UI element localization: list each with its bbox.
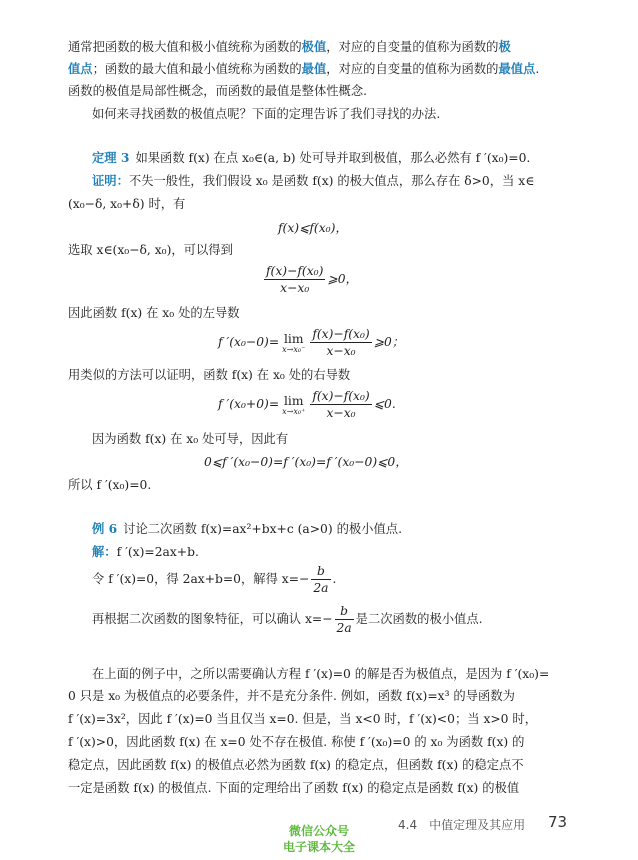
limit: lim x→x₀⁻: [282, 331, 306, 354]
text: ，对应的自变量的值称为函数的: [326, 62, 499, 76]
proof-line5: 用类似的方法可以证明，函数 f(x) 在 x₀ 处的右导数: [68, 368, 351, 382]
example-6: [92, 520, 402, 538]
proof-line6: 因为函数 f(x) 在 x₀ 处可导，因此有: [92, 432, 289, 446]
proof-line2: (x₀−δ, x₀+δ) 时，有: [68, 197, 186, 211]
solution-label: 解：: [92, 544, 117, 559]
para1-line2: [68, 60, 539, 78]
term-extremum-point-part2: 值点: [68, 61, 93, 76]
text: .: [535, 62, 540, 76]
fraction: $\frac{\text{f(x)−f(x₀)}}{\text{x−x₀}}$: [312, 327, 370, 358]
text: ，对应的自变量的值称为函数的: [326, 40, 499, 54]
section-title: 4.4 中值定理及其应用: [398, 818, 526, 832]
proof-label: 证明：: [92, 173, 129, 188]
para2-line1: 在上面的例子中，之所以需要确认方程 f ′(x)=0 的解是否为极值点，是因为 f ′(x₀)=: [92, 667, 550, 681]
term-extremum: 极值: [301, 39, 327, 54]
para2-line6: 一定是函数 f(x) 的极值点. 下面的定理给出了函数 f(x) 的稳定点是函数 f(x) 的极值: [68, 781, 520, 795]
proof-line7: 所以 f ′(x₀)=0.: [68, 478, 152, 492]
example-label: 例 6: [92, 521, 118, 536]
proof-line4: 因此函数 f(x) 在 x₀ 处的左导数: [68, 306, 240, 320]
term-optimum-point: 最值点: [498, 61, 536, 76]
para2-line3: f ′(x)=3x²，因此 f ′(x)=0 当且仅当 x=0. 但是，当 x<0 时，f ′(x)<0；当 x>0 时，: [68, 712, 538, 726]
para2-line2: 0 只是 x₀ 为极值点的必要条件，并不是充分条件. 例如，函数 f(x)=x³ 的导函数为: [68, 689, 515, 703]
theorem-3: [92, 149, 530, 167]
text: ；函数的最大值和最小值统称为函数的: [92, 62, 302, 76]
text: 不失一般性，我们假设 x₀ 是函数 f(x) 的极大值点，那么存在 δ>0，当 x∈: [128, 174, 535, 188]
watermark-line2: 电子课本大全: [282, 840, 355, 854]
fraction: $\frac{b}{2a}$: [336, 604, 352, 635]
equation-1: f(x)⩽f(x₀)，: [278, 221, 348, 235]
limit: lim x→x₀⁺: [282, 393, 306, 416]
solution-line2: 令 f ′(x)=0，得 2ax+b=0，解得 x=− $\frac{b}{2a}$ .: [92, 564, 337, 595]
equation-3: f ′(x₀−0)= lim x→x₀⁻ $\frac{\text{f(x)−f(x₀)}}{\text{x−x₀}}$ ⩾0；: [218, 327, 405, 358]
term-extremum-point-part1: 极: [498, 39, 511, 54]
fraction: $\frac{\text{f(x)−f(x₀)}}{\text{x−x₀}}$: [312, 389, 370, 420]
equation-5: 0⩽f ′(x₀−0)=f ′(x₀)=f ′(x₀−0)⩽0，: [204, 455, 408, 469]
para1-line1: [68, 38, 511, 56]
fraction: $\frac{\text{f(x)−f(x₀)}}{\text{x−x₀}}$: [266, 264, 324, 295]
solution-line1: [92, 543, 199, 561]
term-optimum: 最值: [301, 61, 327, 76]
para1-line4: 如何来寻找函数的极值点呢？下面的定理告诉了我们寻找的办法.: [92, 107, 441, 121]
watermark-line1: 微信公众号: [288, 824, 349, 838]
text: f ′(x)=2ax+b.: [116, 545, 199, 559]
para2-line5: 稳定点，因此函数 f(x) 的极值点必然为函数 f(x) 的稳定点，但函数 f(x) 的稳定点不: [68, 758, 524, 772]
example-text: 讨论二次函数 f(x)=ax²+bx+c (a>0) 的极小值点.: [123, 522, 402, 536]
theorem-text: 如果函数 f(x) 在点 x₀∈(a, b) 处可导并取到极值，那么必然有 f ′(x₀)=0.: [135, 151, 531, 165]
equation-4: f ′(x₀+0)= lim x→x₀⁺ $\frac{\text{f(x)−f(x₀)}}{\text{x−x₀}}$ ⩽0.: [218, 389, 396, 420]
equation-2: $\frac{\text{f(x)−f(x₀)}}{\text{x−x₀}}$ ⩾0，: [266, 264, 358, 295]
solution-line3: 再根据二次函数的图象特征，可以确认 x=− $\frac{b}{2a}$ 是二次函数的极小值点.: [92, 604, 483, 635]
text: 通常把函数的极大值和极小值统称为函数的: [68, 40, 302, 54]
para1-line3: 函数的极值是局部性概念，而函数的最值是整体性概念.: [68, 84, 368, 98]
proof-line1: [92, 172, 534, 190]
proof-line3: 选取 x∈(x₀−δ, x₀)，可以得到: [68, 243, 233, 257]
para2-line4: f ′(x)>0，因此函数 f(x) 在 x=0 处不存在极值. 称使 f ′(x₀)=0 的 x₀ 为函数 f(x) 的: [68, 735, 525, 749]
page-number: 73: [548, 813, 568, 831]
theorem-label: 定理 3: [92, 150, 130, 165]
fraction: $\frac{b}{2a}$: [313, 564, 329, 595]
